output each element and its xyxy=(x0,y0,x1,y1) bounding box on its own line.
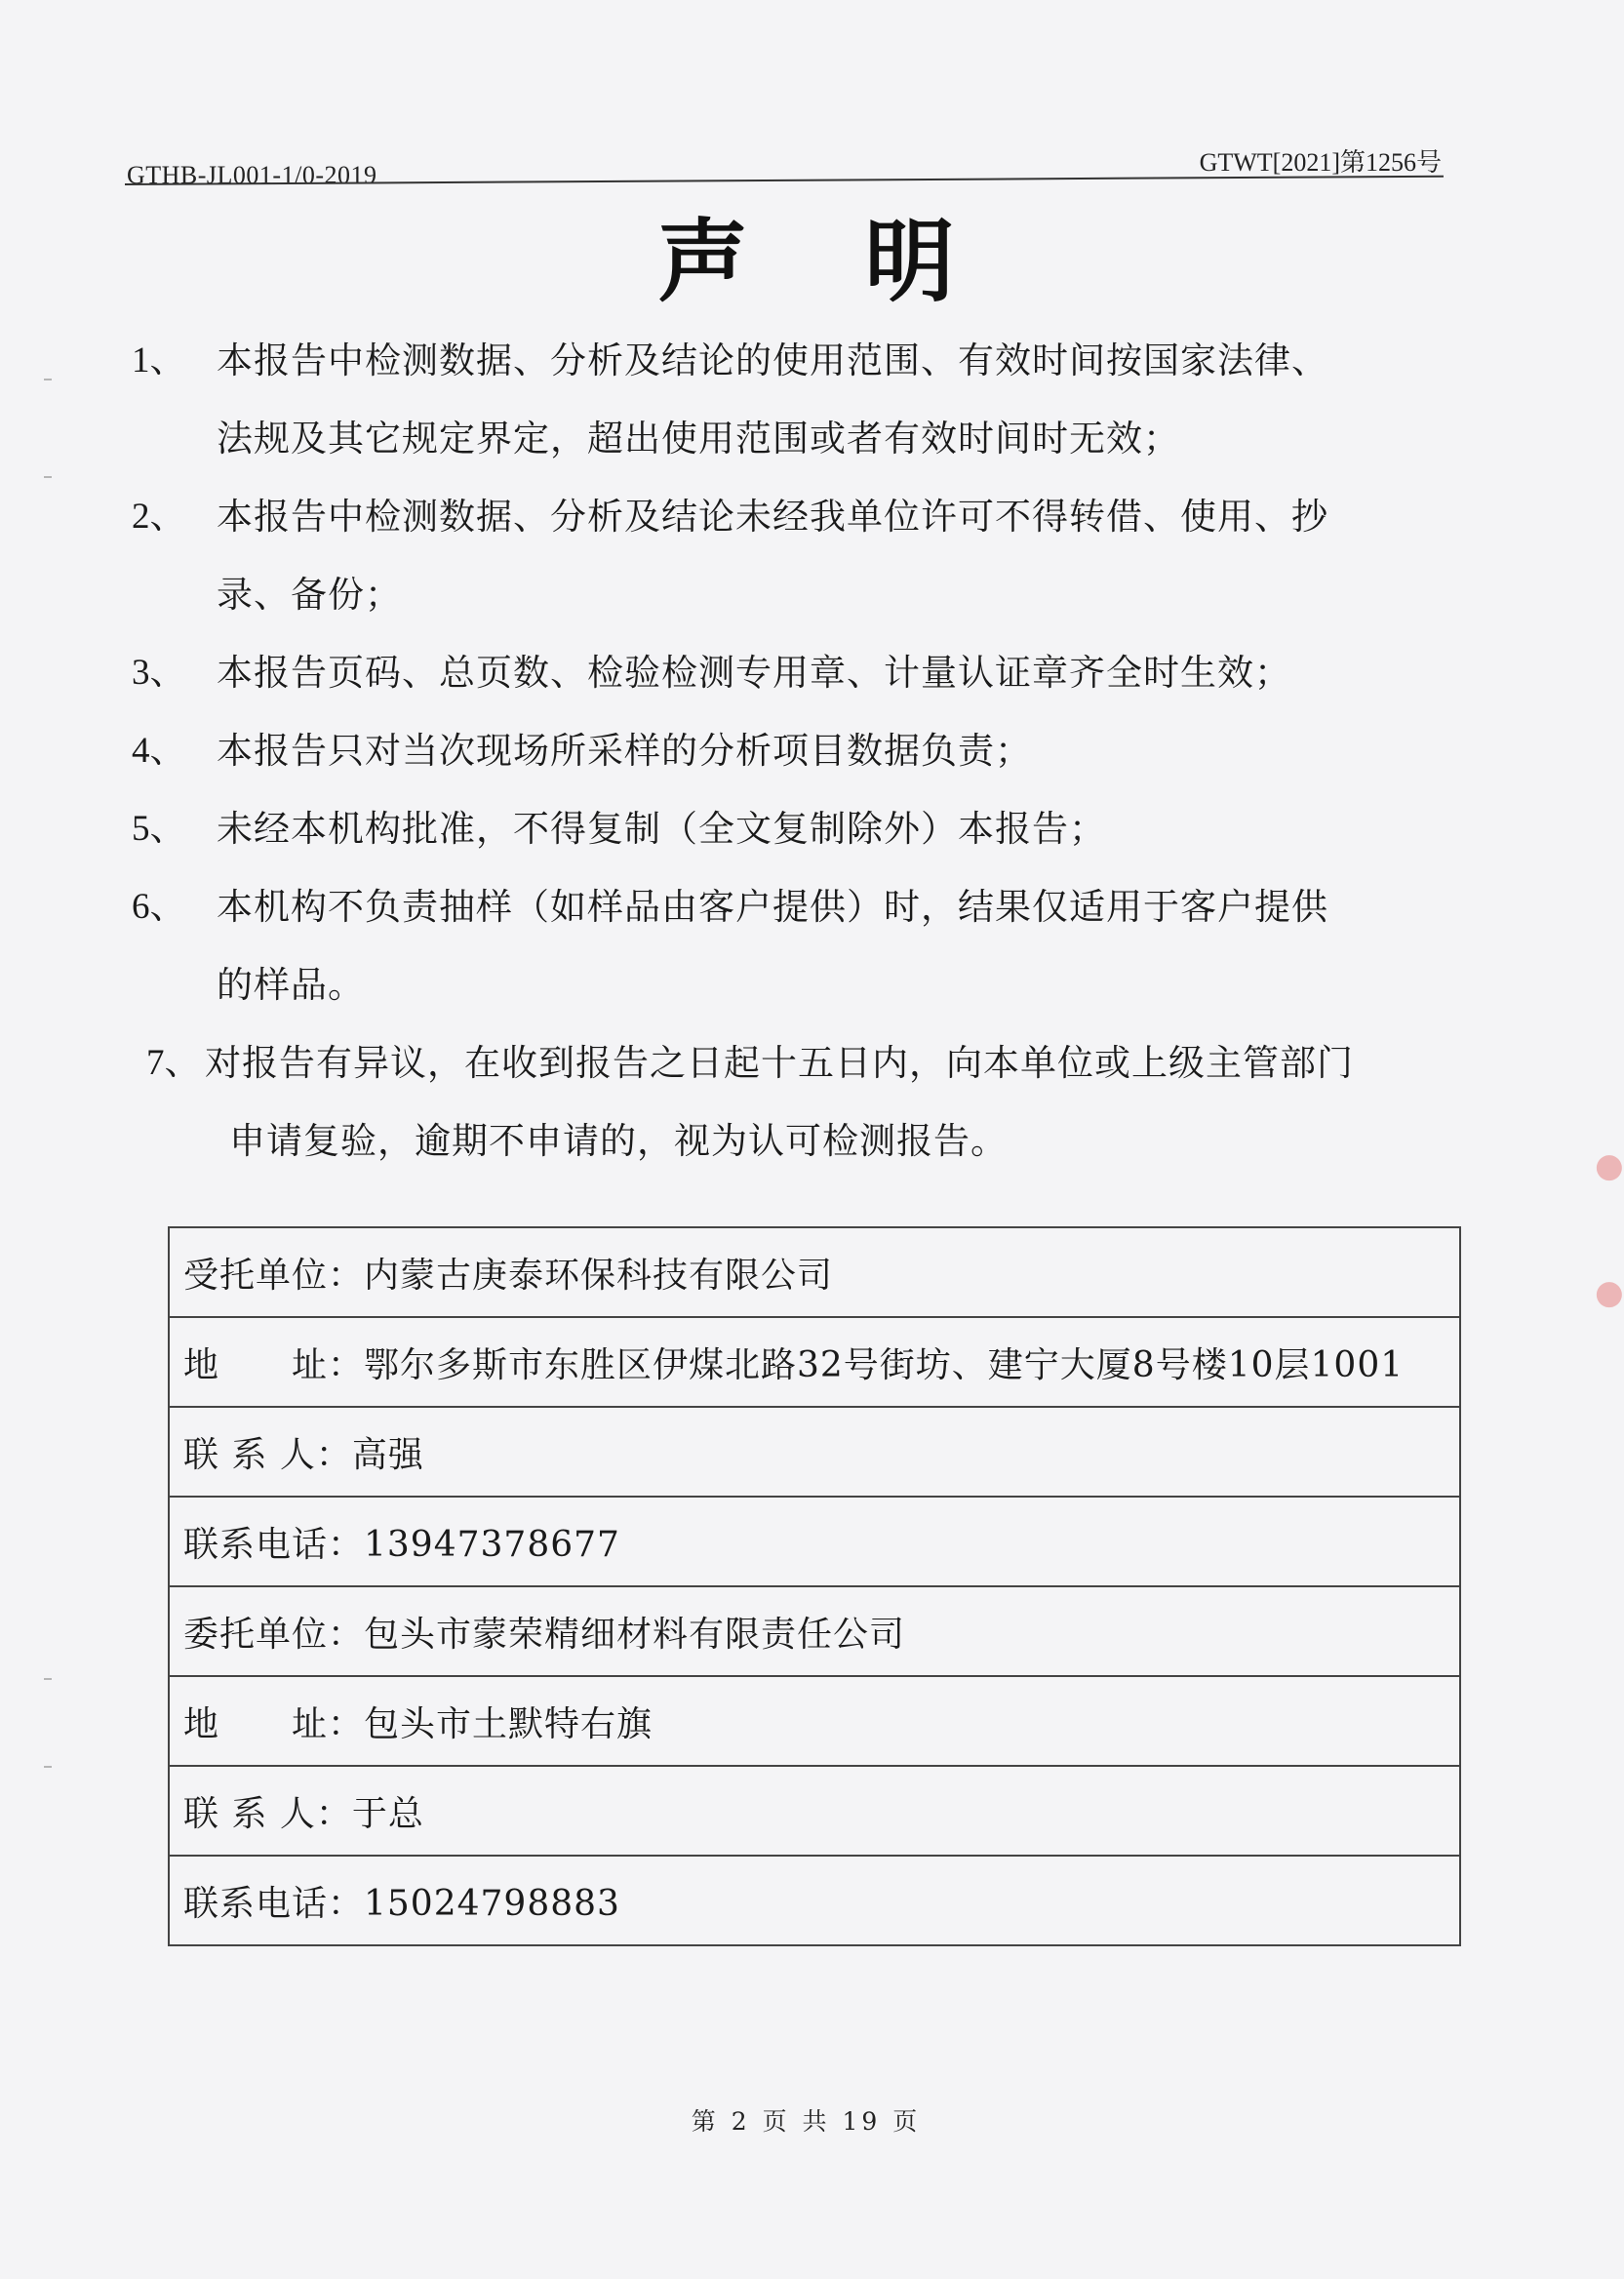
scan-mark xyxy=(44,1766,52,1768)
item-text-line-1: 本报告中检测数据、分析及结论的使用范围、有效时间按国家法律、 xyxy=(217,340,1328,381)
item-text-line-1: 未经本机构批准，不得复制（全文复制除外）本报告； xyxy=(217,808,1106,850)
document-code: GTHB-JL001-1/0-2019 xyxy=(127,161,377,189)
item-text-line-1: 对报告有异议，在收到报告之日起十五日内，向本单位或上级主管部门 xyxy=(205,1042,1354,1084)
item-text-line-1: 本报告只对当次现场所采样的分析项目数据负责； xyxy=(217,730,1032,772)
item-number: 6、 xyxy=(132,887,186,927)
statement-item-7 xyxy=(132,1024,1458,1180)
item-text-line-2: 申请复验，逾期不申请的，视为认可检测报告。 xyxy=(229,1120,1008,1162)
item-number: 5、 xyxy=(132,809,186,849)
table-row xyxy=(169,1676,1460,1766)
table-row xyxy=(169,1586,1460,1676)
entrusting-unit-cell: 委托单位：包头市蒙荣精细材料有限责任公司 xyxy=(169,1586,1460,1676)
page-number: 第 2 页 共 19 页 xyxy=(691,2107,922,2136)
entrusting-address-cell: 地 址：包头市土默特右旗 xyxy=(169,1676,1460,1766)
table-row xyxy=(169,1407,1460,1497)
item-number: 4、 xyxy=(132,731,186,771)
entrusting-contact-cell: 联 系 人：于总 xyxy=(169,1766,1460,1856)
statement-item-3 xyxy=(132,634,1458,712)
item-text-line-1: 本机构不负责抽样（如样品由客户提供）时，结果仅适用于客户提供 xyxy=(217,886,1328,928)
item-text-line-2: 法规及其它规定界定，超出使用范围或者有效时间时无效； xyxy=(217,418,1180,460)
item-number: 7、 xyxy=(146,1043,201,1083)
item-text-line-2: 录、备份； xyxy=(217,574,402,616)
seal-stamp-edge: ● ● xyxy=(1595,1146,1624,1312)
statement-item-2 xyxy=(132,478,1458,634)
item-text-line-1: 本报告中检测数据、分析及结论未经我单位许可不得转借、使用、抄 xyxy=(217,496,1328,538)
item-number: 3、 xyxy=(132,653,186,693)
table-row xyxy=(169,1766,1460,1856)
statement-list xyxy=(132,322,1458,1180)
client-contact-cell: 联 系 人：高强 xyxy=(169,1407,1460,1497)
statement-item-6 xyxy=(132,868,1458,1024)
table-row xyxy=(169,1227,1460,1317)
entrusting-phone-cell: 联系电话：15024798883 xyxy=(169,1856,1460,1945)
client-unit-cell: 受托单位：内蒙古庚泰环保科技有限公司 xyxy=(169,1227,1460,1317)
scan-mark xyxy=(44,476,52,478)
item-text-line-2: 的样品。 xyxy=(217,964,365,1006)
client-phone-cell: 联系电话：13947378677 xyxy=(169,1497,1460,1586)
item-number: 1、 xyxy=(132,340,186,380)
client-address-cell: 地 址：鄂尔多斯市东胜区伊煤北路32号街坊、建宁大厦8号楼10层1001 xyxy=(169,1317,1460,1407)
table-row xyxy=(169,1317,1460,1407)
table-row xyxy=(169,1856,1460,1945)
item-number: 2、 xyxy=(132,497,186,537)
page-title: 声明 xyxy=(657,210,1072,314)
contact-info-table xyxy=(168,1226,1461,1946)
statement-item-5 xyxy=(132,790,1458,868)
table-row xyxy=(169,1497,1460,1586)
report-number: GTWT[2021]第1256号 xyxy=(1199,148,1442,177)
scan-mark xyxy=(44,1678,52,1680)
statement-item-4 xyxy=(132,712,1458,790)
scan-mark xyxy=(44,379,52,380)
statement-item-1 xyxy=(132,322,1458,478)
item-text-line-1: 本报告页码、总页数、检验检测专用章、计量认证章齐全时生效； xyxy=(217,652,1291,694)
